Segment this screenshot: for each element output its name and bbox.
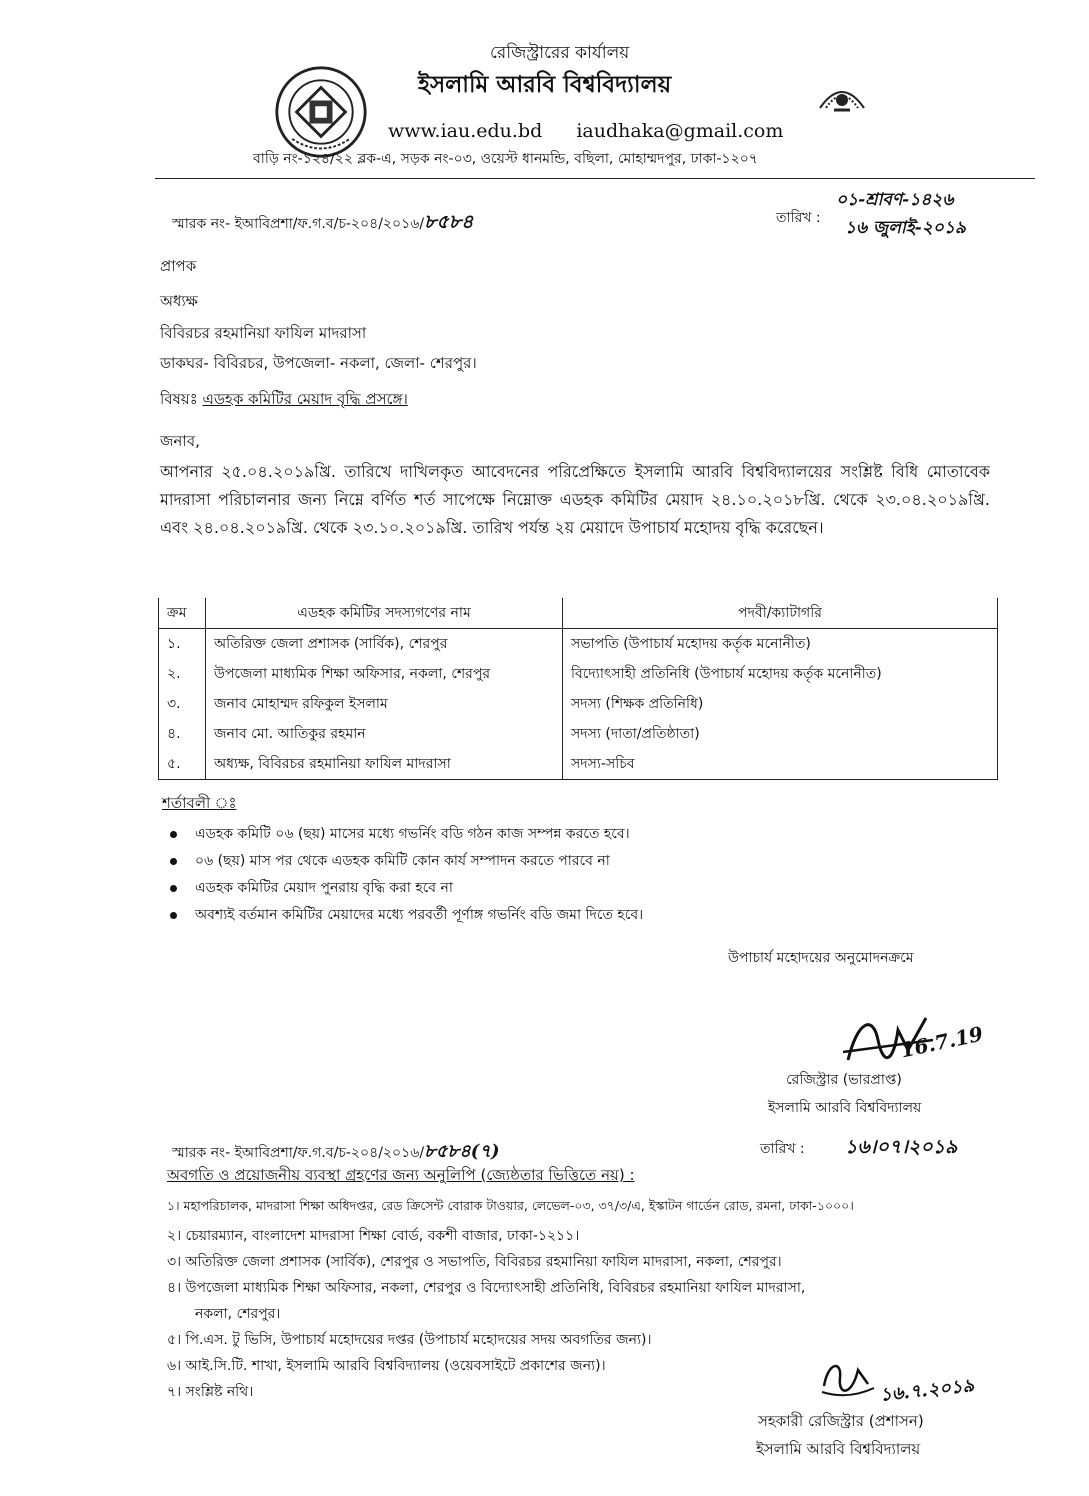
serial-cell: ৩. (159, 689, 206, 719)
member-name-cell: অতিরিক্ত জেলা প্রশাসক (সার্বিক), শেরপুর (206, 629, 563, 660)
government-emblem-icon (812, 74, 872, 114)
table-row (159, 749, 998, 780)
subject-text: এডহক কমিটির মেয়াদ বৃদ্ধি প্রসঙ্গে। (202, 390, 408, 408)
designation-cell: সদস্য (দাতা/প্রতিষ্ঠাতা) (563, 719, 998, 749)
designation-cell: সদস্য (শিক্ষক প্রতিনিধি) (563, 689, 998, 719)
assistant-registrar-signature-image (818, 1356, 878, 1400)
table-row (159, 689, 998, 719)
designation-cell: বিদ্যোৎসাহী প্রতিনিধি (উপাচার্য মহোদয় কর্তৃক মনোনীত) (563, 659, 998, 689)
email-link[interactable]: iaudhaka@gmail.com (576, 120, 784, 142)
condition-text: অবশ্যই বর্তমান কমিটির মেয়াদের মধ্যে পরবর্তী পূর্ণাঙ্গ গভর্নিং বডি জমা দিতে হবে। (195, 907, 644, 923)
copy-to-item: ৬। আই.সি.টি. শাখা, ইসলামি আরবি বিশ্ববিদ্যালয় (ওয়েবসাইটে প্রকাশের জন্য)। (167, 1358, 606, 1374)
memo-ref-number: ৮৫৮৪ (424, 211, 474, 233)
condition-item (170, 876, 453, 900)
header-contact (388, 120, 783, 142)
copy-to-item: নকলা, শেরপুর। (195, 1306, 281, 1322)
copy-to-item: ৫। পি.এস. টু ভিসি, উপাচার্য মহোদয়ের দপ্তর (উপাচার্য মহোদয়ের সদয় অবগতির জন্য)। (167, 1332, 652, 1348)
copy-to-item: ৩। অতিরিক্ত জেলা প্রশাসক (সার্বিক), শেরপুর ও সভাপতি, বিবিরচর রহমানিয়া ফাযিল মাদরাসা, নকলা, শেরপুর। (167, 1254, 782, 1270)
table-header-row (159, 598, 998, 629)
university-name: ইসলামি আরবি বিশ্ববিদ্যালয় (418, 72, 672, 98)
col-serial-header: ক্রম (159, 598, 206, 629)
approval-note: উপাচার্য মহোদয়ের অনুমোদনক্রমে (728, 950, 914, 966)
university-seal-logo (273, 64, 369, 160)
memo2-date-value: ১৬।০৭।২০১৯ (845, 1136, 958, 1158)
serial-cell: ৪. (159, 719, 206, 749)
header-divider (155, 178, 1035, 179)
salutation: জনাব, (160, 432, 200, 450)
signature1-title: রেজিস্ট্রার (ভারপ্রাপ্ত) (786, 1072, 902, 1088)
memo-date-label: তারিখ : (776, 210, 821, 226)
subject-label: বিষয়ঃ (160, 390, 198, 408)
bullet-icon (170, 858, 177, 865)
memo-date-english: ১৬ জুলাই-২০১৯ (845, 218, 966, 238)
recipient-title: অধ্যক্ষ (160, 292, 198, 310)
conditions-title: শর্তাবলী ঃ (162, 794, 237, 812)
signature2-date: ১৬.৭.২০১৯ (879, 1375, 976, 1406)
recipient-institution: বিবিরচর রহমানিয়া ফাযিল মাদরাসা (160, 324, 367, 342)
bullet-icon (170, 831, 177, 838)
condition-item (170, 822, 630, 846)
copy-to-item: ৭। সংশ্লিষ্ট নথি। (167, 1384, 254, 1400)
serial-cell: ৫. (159, 749, 206, 780)
condition-item (170, 903, 643, 927)
recipient-address: ডাকঘর- বিবিরচর, উপজেলা- নকলা, জেলা- শেরপুর। (160, 354, 477, 372)
copy-to-item: ৪। উপজেলা মাধ্যমিক শিক্ষা অফিসার, নকলা, শেরপুর ও বিদ্যোৎসাহী প্রতিনিধি, বিবিরচর রহমানিয়া ফাযিল মাদরাসা, (167, 1280, 806, 1296)
table-row (159, 659, 998, 689)
bullet-icon (170, 912, 177, 919)
memo2-ref-label: স্মারক নং- ইআবিপ্রশা/ফ.গ.ব/চ-২০৪/২০১৬/ (172, 1145, 425, 1161)
serial-cell: ২. (159, 659, 206, 689)
copy-to-item: ১। মহাপরিচালক, মাদরাসা শিক্ষা অধিদপ্তর, রেড ক্রিসেন্ট বোরাক টাওয়ার, লেভেল-০৩, ৩৭/৩/এ, ইস্কাটন গার্ডেন রোড, রমনা, ঢাকা-১০০০। (167, 1198, 854, 1213)
recipient-to: প্রাপক (160, 257, 197, 275)
body-paragraph: আপনার ২৫.০৪.২০১৯খ্রি. তারিখে দাখিলকৃত আবেদনের পরিপ্রেক্ষিতে ইসলামি আরবি বিশ্ববিদ্যালয়ের সংশ্লিষ্ট বিধি মোতাবেক মাদরাসা পরিচালনার জন্য নিম্নে বর্ণিত শর্ত সাপেক্ষে নিম্নোক্ত এডহক কমিটির মেয়াদ ২৪.১০.২০১৮খ্রি. থেকে ২৩.০৪.২০১৯খ্রি. এবং ২৪.০৪.২০১৯খ্রি. থেকে ২৩.১০.২০১৯খ্রি. তারিখ পর্যন্ত ২য় মেয়াদে উপাচার্য মহোদয় বৃদ্ধি করেছেন। (160, 462, 990, 537)
memo2-ref-number: ৮৫৮৪(৭) (424, 1141, 500, 1162)
member-name-cell: উপজেলা মাধ্যমিক শিক্ষা অফিসার, নকলা, শেরপুর (206, 659, 563, 689)
designation-cell: সভাপতি (উপাচার্য মহোদয় কর্তৃক মনোনীত) (563, 629, 998, 660)
memo2-date-label: তারিখ : (760, 1141, 805, 1157)
col-designation-header: পদবী/ক্যাটাগরি (563, 598, 998, 629)
member-name-cell: অধ্যক্ষ, বিবিরচর রহমানিয়া ফাযিল মাদরাসা (206, 749, 563, 780)
condition-text: এডহক কমিটি ০৬ (ছয়) মাসের মধ্যে গভর্নিং বডি গঠন কাজ সম্পন্ন করতে হবে। (195, 826, 630, 842)
memo-date-bangla: ০১-শ্রাবণ-১৪২৬ (836, 190, 954, 210)
condition-item (170, 849, 610, 873)
signature2-org: ইসলামি আরবি বিশ্ববিদ্যালয় (756, 1440, 921, 1458)
member-name-cell: জনাব মোহাম্মদ রফিকুল ইসলাম (206, 689, 563, 719)
office-name: রেজিস্ট্রারের কার্যালয় (490, 43, 630, 63)
bullet-icon (170, 885, 177, 892)
copy-to-item: ২। চেয়ারম্যান, বাংলাদেশ মাদরাসা শিক্ষা বোর্ড, বকশী বাজার, ঢাকা-১২১১। (167, 1228, 580, 1244)
col-name-header: এডহক কমিটির সদস্যগণের নাম (206, 598, 563, 629)
table-row (159, 629, 998, 660)
memo-ref-label: স্মারক নং- ইআবিপ্রশা/ফ.গ.ব/চ-২০৪/২০১৬/ (172, 216, 425, 232)
header-address: বাড়ি নং-১২৪/২২ ব্লক-এ, সড়ক নং-০৩, ওয়েস্ট ধানমন্ডি, বছিলা, মোহাম্মদপুর, ঢাকা-১২০৭ (253, 151, 758, 167)
subject-line (160, 388, 408, 413)
condition-text: ০৬ (ছয়) মাস পর থেকে এডহক কমিটি কোন কার্য সম্পাদন করতে পারবে না (195, 853, 610, 869)
condition-text: এডহক কমিটির মেয়াদ পুনরায় বৃদ্ধি করা হবে না (195, 880, 453, 896)
copy-to-title: অবগতি ও প্রয়োজনীয় ব্যবস্থা গ্রহণের জন্য অনুলিপি (জ্যেষ্ঠতার ভিত্তিতে নয়) : (167, 1166, 635, 1184)
designation-cell: সদস্য-সচিব (563, 749, 998, 780)
table-row (159, 719, 998, 749)
memo-reference (172, 208, 473, 240)
website-link[interactable]: www.iau.edu.bd (388, 120, 543, 142)
signature2-title: সহকারী রেজিস্ট্রার (প্রশাসন) (758, 1412, 924, 1430)
signature1-org: ইসলামি আরবি বিশ্ববিদ্যালয় (768, 1100, 922, 1116)
serial-cell: ১. (159, 629, 206, 660)
member-name-cell: জনাব মো. আতিকুর রহমান (206, 719, 563, 749)
committee-members-table (158, 598, 998, 780)
signature1-date: 16.7.19 (898, 1021, 986, 1063)
